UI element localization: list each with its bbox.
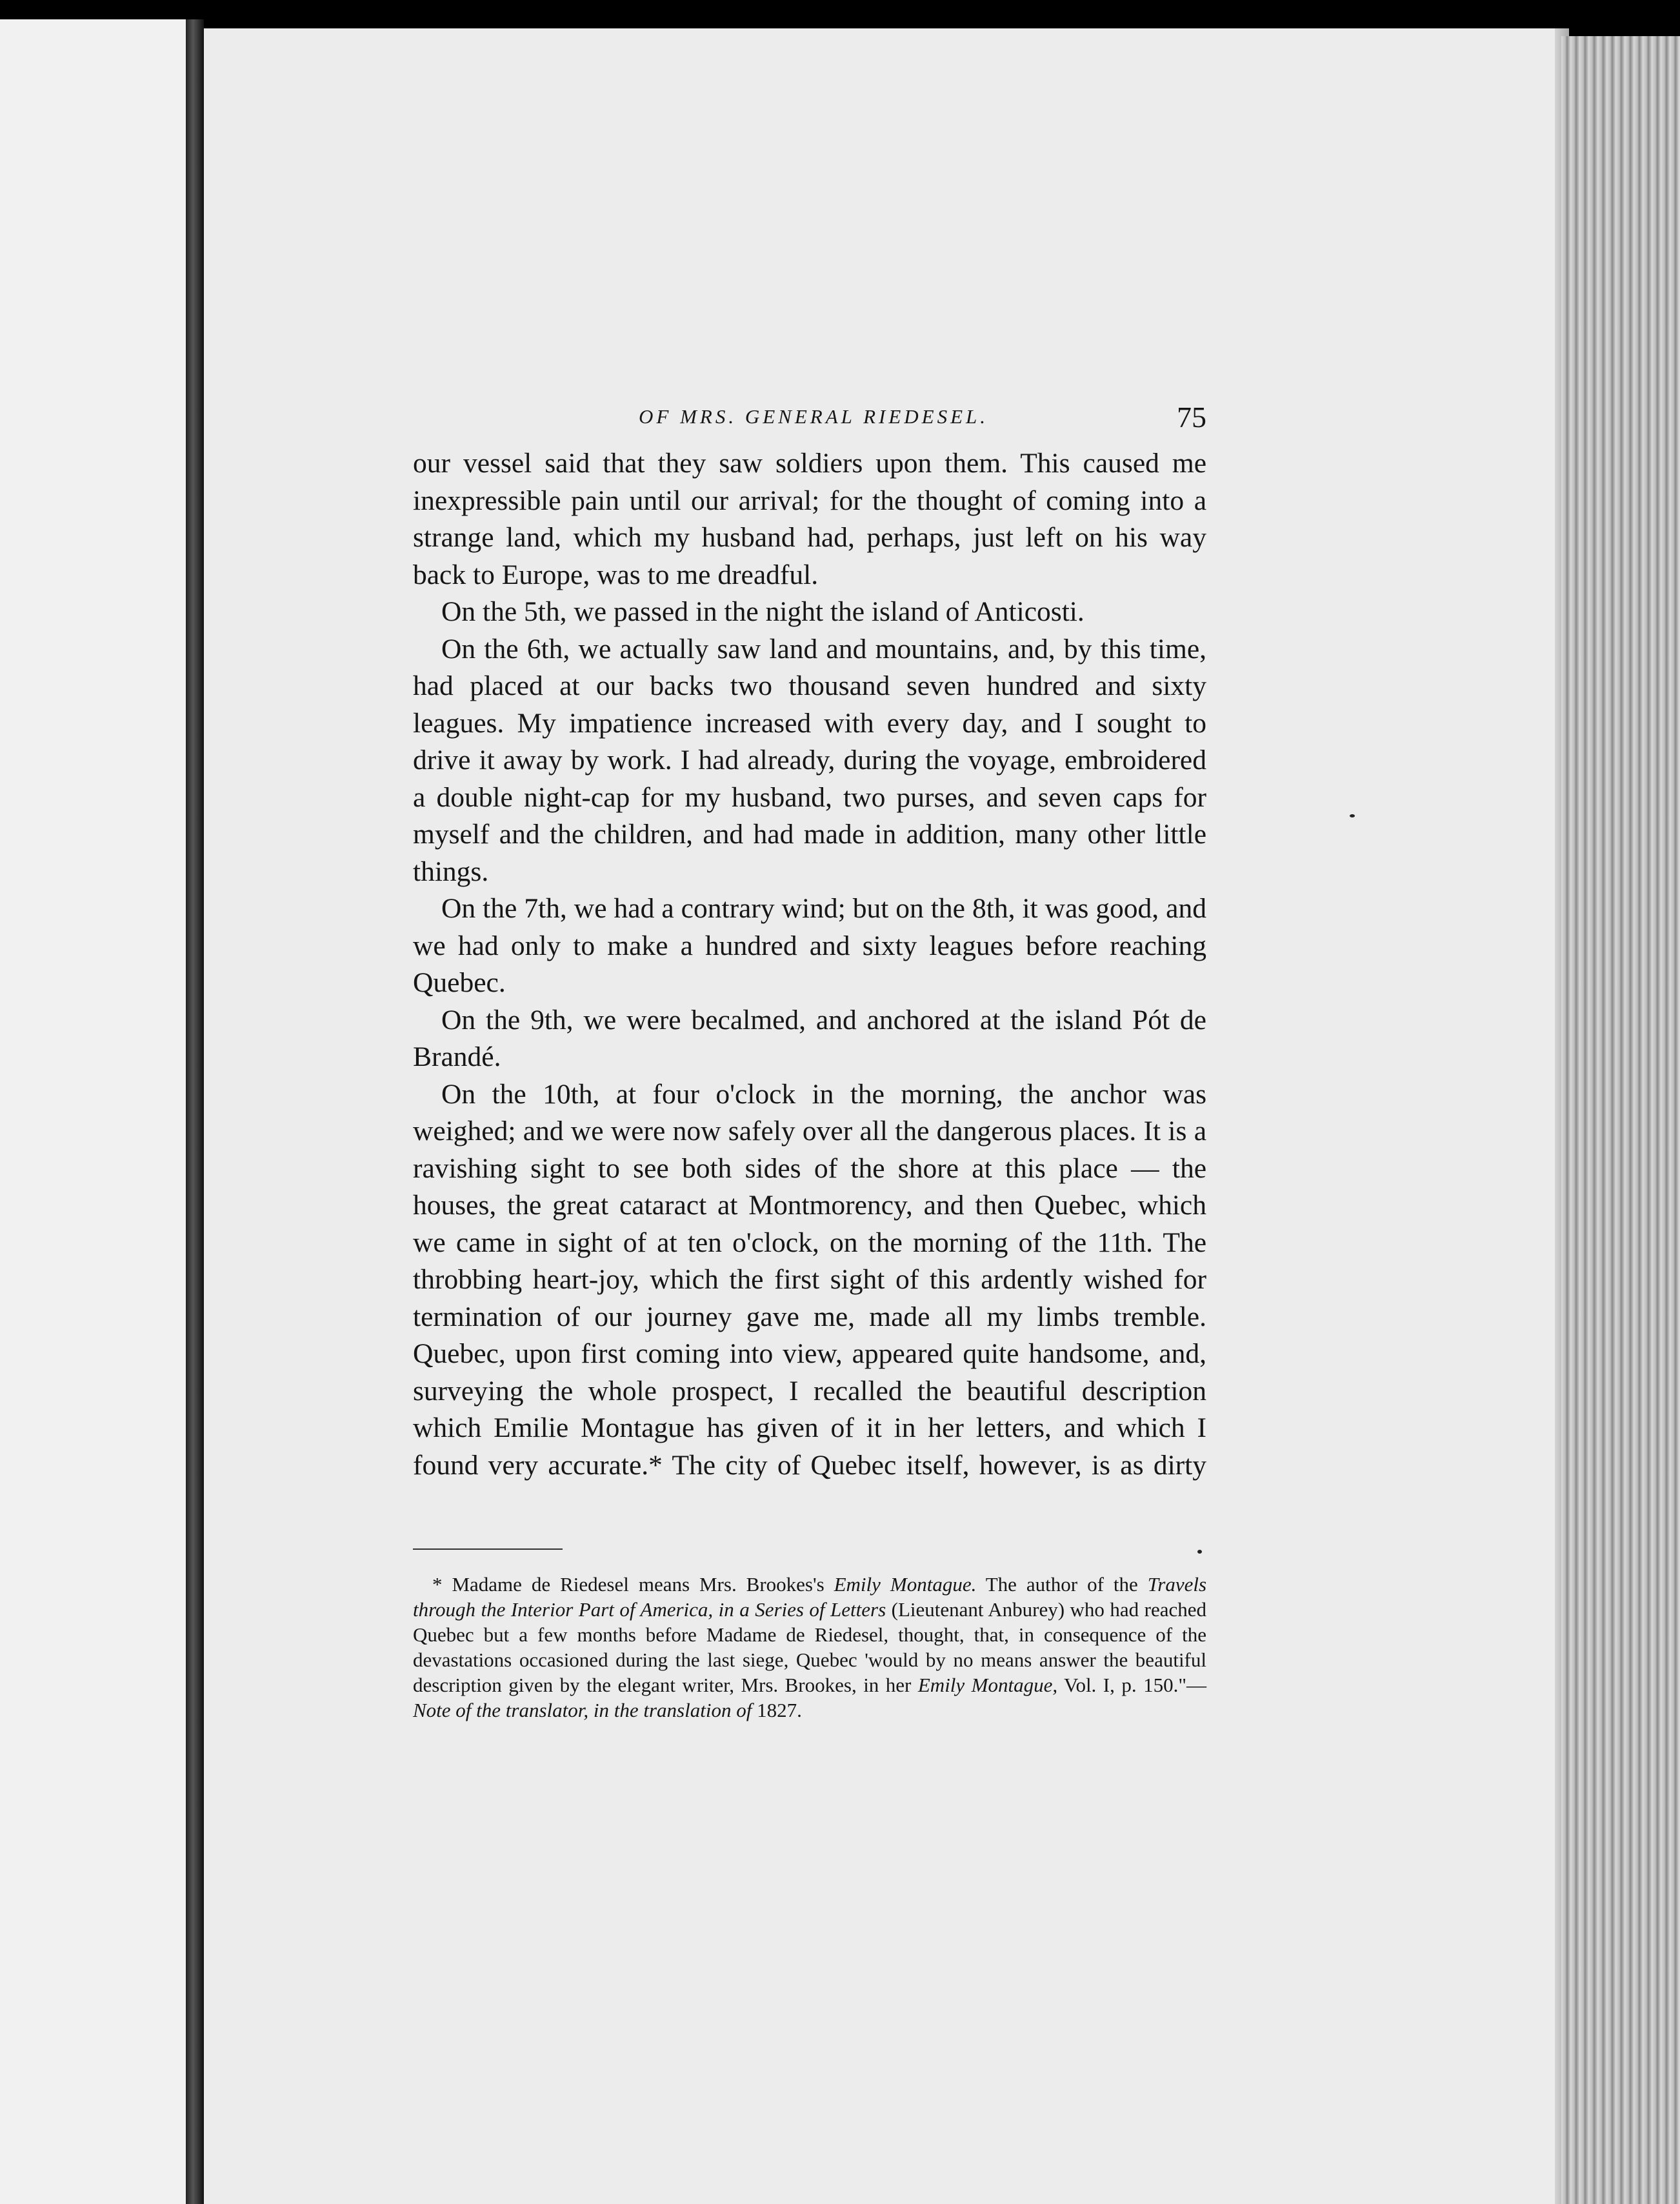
- footnote-rule: [413, 1548, 563, 1550]
- footnote: [413, 1572, 1206, 1723]
- paragraph: On the 6th, we actually saw land and mountains, and, by this time, had placed at our backs two thousand seven hundred and sixty leagues. My impatience increased with every day, and I sought to drive it away by work. I had already, during the voyage, embroidered a double night-cap for my husband, two purses, and seven caps for myself and the children, and had made in addition, many other little things.: [413, 633, 1206, 887]
- footnote-italic-note: Note of the translator, in the translation of: [413, 1698, 752, 1721]
- footnote-italic-title: Emily Montague.: [834, 1572, 977, 1596]
- book-gutter: [186, 19, 204, 2204]
- footnote-text: 1827.: [752, 1698, 802, 1721]
- footnote-text: (Lieutenant Anburey) who had reached Quebec but a few months before Madame de Riedesel, thought, that, in consequence of the devastations occasioned during the last siege, Quebec 'would by no means answer the beautiful description given by the elegant writer, Mrs. Brookes, in her: [413, 1598, 1206, 1696]
- footnote-italic-title: Emily Montague,: [917, 1673, 1058, 1696]
- footnote-text: The author of the: [976, 1572, 1148, 1596]
- scan-speck: [1350, 814, 1355, 817]
- running-title: OF MRS. GENERAL RIEDESEL.: [639, 405, 989, 428]
- stacked-page-edges: [1561, 36, 1680, 2204]
- paragraph: On the 5th, we passed in the night the island of Anticosti.: [441, 596, 1085, 627]
- paragraph: On the 9th, we were becalmed, and anchored at the island Pót de Brandé.: [413, 1004, 1206, 1072]
- page-number: 75: [1177, 401, 1206, 434]
- page-text-block: [413, 400, 1206, 1723]
- paragraph: On the 7th, we had a contrary wind; but on the 8th, it was good, and we had only to make a hundred and sixty leagues before reaching Quebec.: [413, 893, 1206, 998]
- running-head: [413, 400, 1206, 445]
- footnote-text: Vol. I, p. 150."—: [1057, 1673, 1206, 1696]
- facing-page-edge: [0, 19, 186, 2204]
- body-text: [413, 445, 1206, 1521]
- paragraph: our vessel said that they saw soldiers upon them. This caused me inexpressible pain until our arrival; for the thought of coming into a strange land, which my husband had, perhaps, just left on his way back to Europe, was to me dreadful.: [413, 448, 1206, 590]
- footnote-text: * Madame de Riedesel means Mrs. Brookes's: [432, 1572, 834, 1596]
- paragraph: On the 10th, at four o'clock in the morning, the anchor was weighed; and we were now safely over all the dangerous places. It is a ravishing sight to see both sides of the shore at this place — the houses, the great cataract at Montmorency, and then Quebec, which we came in sight of at ten o'clock, on the morning of the 11th. The throbbing heart-joy, which the first sight of this ardently wished for termination of our journey gave me, made all my limbs tremble. Quebec, upon first coming into view, appeared quite handsome, and, surveying the whole prospect, I recalled the beautiful description which Emilie Montague has given of it in her letters, and which I found very accurate.* The city of Quebec itself, however, is as dirty: [413, 1078, 1206, 1481]
- footnote-italic-title: Travels through the Interior Part of America, in a Series of Letters: [413, 1572, 1207, 1621]
